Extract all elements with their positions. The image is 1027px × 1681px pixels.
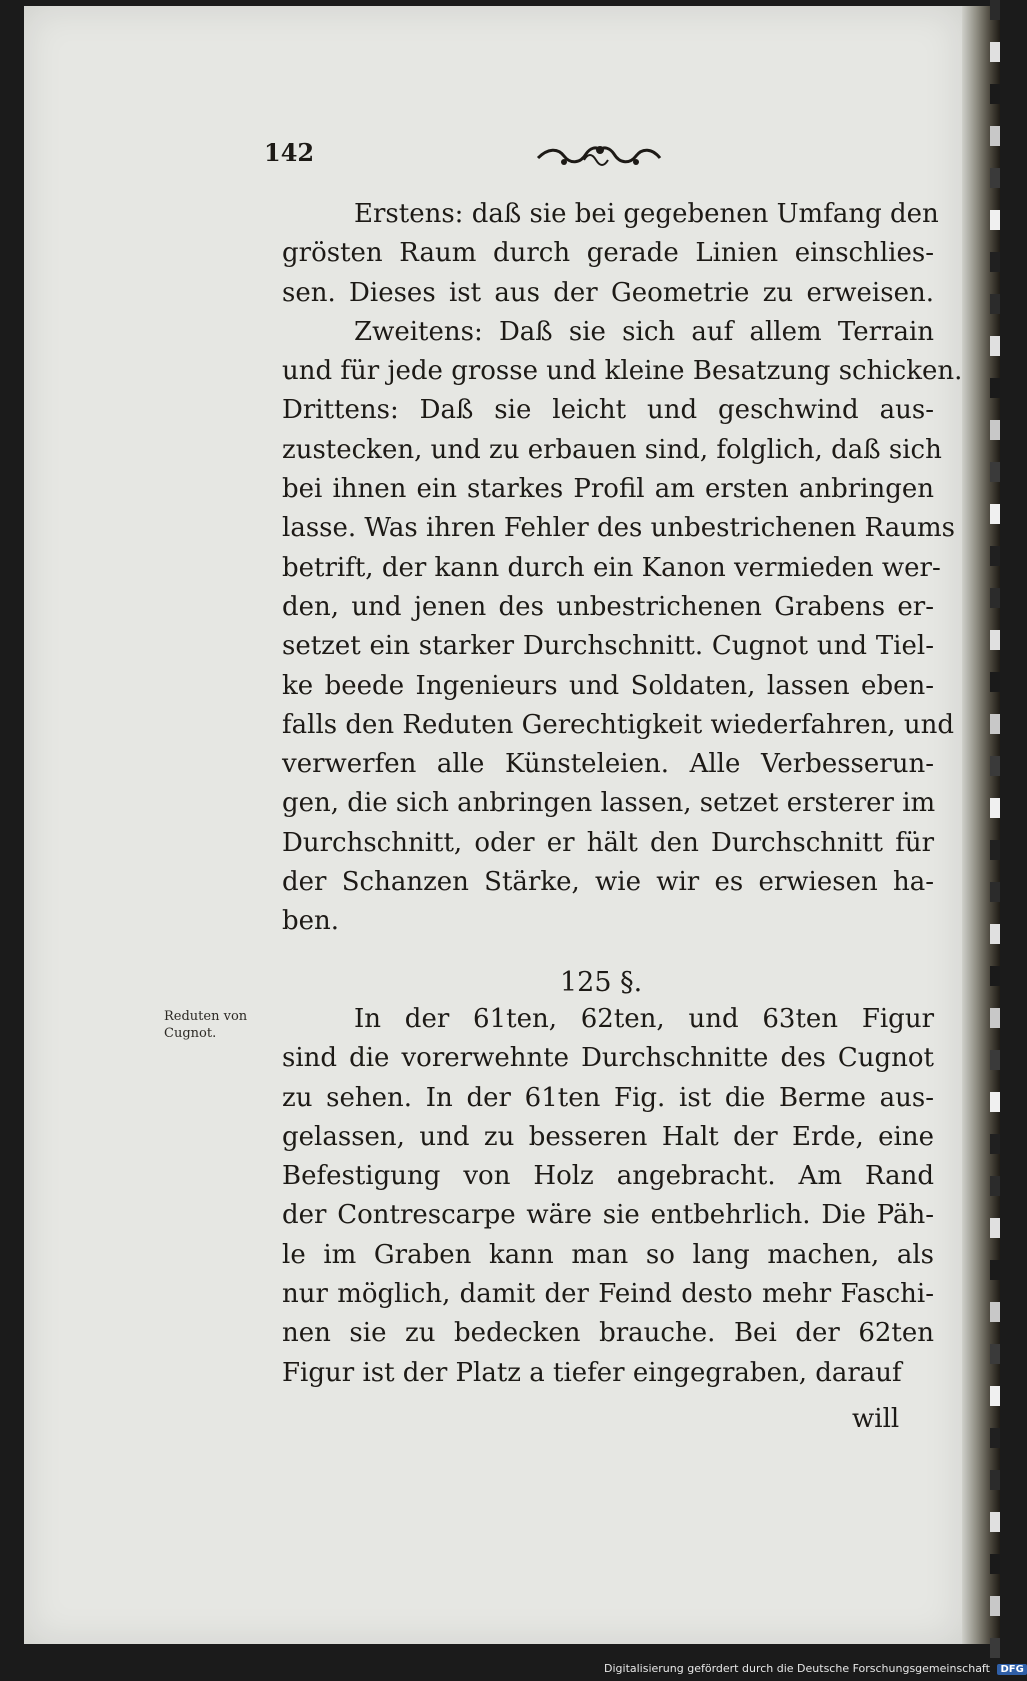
ruler-tick (990, 1176, 1000, 1196)
text-line: zu sehen. In der 61ten Fig. ist die Berme aus- (282, 1082, 934, 1113)
margin-note-line: Reduten von (164, 1009, 248, 1024)
text-line: gelassen, und zu besseren Halt der Erde, eine (282, 1121, 934, 1152)
ruler-tick (990, 42, 1000, 62)
text-line: nen sie zu bedecken brauche. Bei der 62ten (282, 1318, 934, 1349)
digitization-credit (604, 1662, 1024, 1680)
text-line: bei ihnen ein starkes Profil am ersten anbringen (282, 474, 934, 505)
text-line: sen. Dieses ist aus der Geometrie zu erweisen. (282, 277, 934, 308)
ruler-tick (990, 840, 1000, 860)
ruler-tick (990, 1302, 1000, 1322)
text-line: le im Graben kann man so lang machen, als (282, 1239, 934, 1270)
ruler-tick (990, 966, 1000, 986)
ruler-tick (990, 1470, 1000, 1490)
text-line: zustecken, und zu erbauen sind, folglich, daß sich (282, 434, 942, 465)
ruler-tick (990, 168, 1000, 188)
text-line: betrift, der kann durch ein Kanon vermieden wer- (282, 552, 941, 583)
margin-note (164, 1008, 284, 1042)
page-number: 142 (264, 138, 315, 167)
ruler-tick (990, 0, 1000, 20)
text-line: gen, die sich anbringen lassen, setzet ersterer im (282, 788, 936, 819)
text-line: lasse. Was ihren Fehler des unbestrichenen Raums (282, 513, 955, 544)
text-line: und für jede grosse und kleine Besatzung schicken. (282, 356, 963, 387)
text-line: grösten Raum durch gerade Linien einschlies- (282, 238, 934, 269)
ruler-tick (990, 1596, 1000, 1616)
ruler-tick (990, 1008, 1000, 1028)
credit-text: Digitalisierung gefördert durch die Deutsche Forschungsgemeinschaft (604, 1662, 990, 1675)
ruler-tick (990, 1218, 1000, 1238)
text-line: Durchschnitt, oder er hält den Durchschnitt für (282, 827, 934, 858)
ruler-tick (990, 462, 1000, 482)
ruler-tick (990, 630, 1000, 650)
margin-note-line: Cugnot. (164, 1026, 217, 1041)
text-line: setzet ein starker Durchschnitt. Cugnot und Tiel- (282, 631, 934, 662)
ruler-tick (990, 504, 1000, 524)
ruler-tick (990, 252, 1000, 272)
text-line: nur möglich, damit der Feind desto mehr Faschi- (282, 1279, 934, 1310)
text-line: ke beede Ingenieurs und Soldaten, lassen eben- (282, 670, 934, 701)
ruler-tick (990, 714, 1000, 734)
ruler-tick (990, 588, 1000, 608)
text-line: Erstens: daß sie bei gegebenen Umfang den (354, 199, 939, 229)
text-line: Drittens: Daß sie leicht und geschwind aus- (282, 395, 934, 426)
ruler-tick (990, 756, 1000, 776)
ruler-tick (990, 1512, 1000, 1532)
ruler-tick (990, 1344, 1000, 1364)
section-heading: 125 §. (560, 967, 643, 998)
ruler-tick (990, 1386, 1000, 1406)
ruler-tick (990, 882, 1000, 902)
ruler-tick (990, 420, 1000, 440)
floral-ornament-icon (534, 140, 664, 172)
ruler-tick (990, 1554, 1000, 1574)
ruler-tick (990, 1050, 1000, 1070)
ruler-tick (990, 1092, 1000, 1112)
ruler-tick (990, 210, 1000, 230)
ruler-tick (990, 336, 1000, 356)
text-line: Befestigung von Holz angebracht. Am Rand (282, 1161, 934, 1192)
ruler-tick (990, 84, 1000, 104)
catchword: will (852, 1404, 900, 1434)
ruler-tick (990, 1428, 1000, 1448)
text-line: Figur ist der Platz a tiefer eingegraben, darauf (282, 1357, 902, 1388)
text-line: verwerfen alle Künsteleien. Alle Verbesserun- (282, 749, 934, 780)
text-line: ben. (282, 906, 340, 937)
ruler-tick (990, 672, 1000, 692)
paragraph-second (282, 1000, 934, 1393)
text-line: der Contrescarpe wäre sie entbehrlich. Die Päh- (282, 1200, 934, 1231)
ruler-tick (990, 294, 1000, 314)
ruler-tick (990, 924, 1000, 944)
ruler-tick (990, 1260, 1000, 1280)
text-line: falls den Reduten Gerechtigkeit wiederfahren, und (282, 709, 954, 740)
ruler-tick (990, 798, 1000, 818)
scan-color-ruler (990, 0, 1000, 1681)
text-line: Zweitens: Daß sie sich auf allem Terrain (354, 316, 934, 347)
text-line: sind die vorerwehnte Durchschnitte des Cugnot (282, 1043, 934, 1074)
paragraph-first (282, 195, 963, 942)
ruler-tick (990, 1134, 1000, 1154)
text-line: den, und jenen des unbestrichenen Grabens er- (282, 591, 934, 622)
ruler-tick (990, 546, 1000, 566)
text-line: der Schanzen Stärke, wie wir es erwiesen ha- (282, 867, 934, 898)
dfg-logo: DFG (997, 1664, 1026, 1675)
ruler-tick (990, 126, 1000, 146)
ruler-tick (990, 378, 1000, 398)
ruler-tick (990, 1638, 1000, 1658)
text-line: In der 61ten, 62ten, und 63ten Figur (354, 1004, 934, 1034)
